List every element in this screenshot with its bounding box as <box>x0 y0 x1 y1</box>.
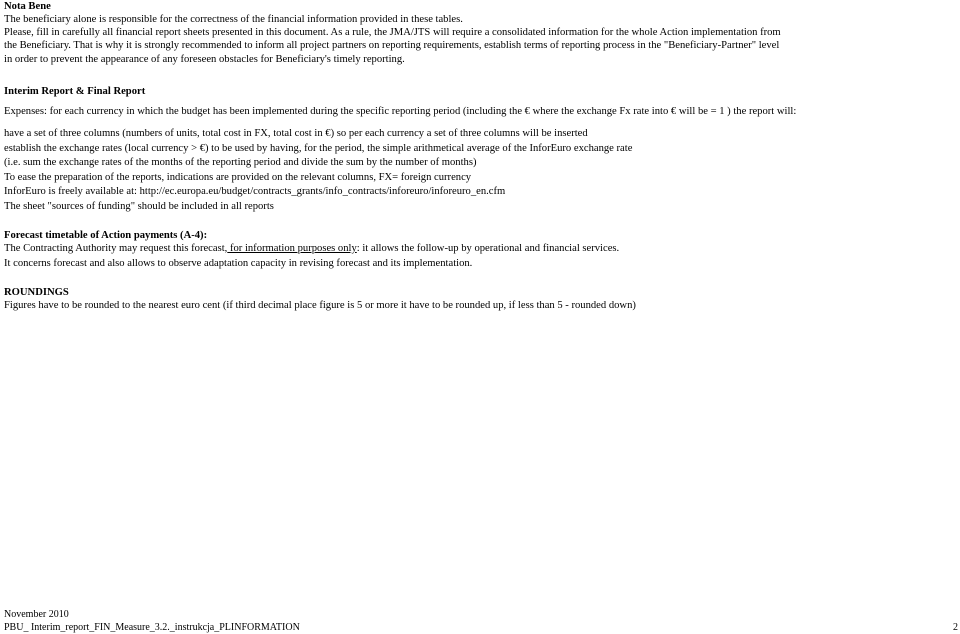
interim-expenses: Expenses: for each currency in which the budget has been implemented during the specific reporting period (including the € where the exchange Fx rate into € will be = 1 ) the report will: <box>4 106 797 117</box>
footer-filename: PBU_ Interim_report_FIN_Measure_3.2._instrukcja_PLINFORMATION <box>4 622 300 633</box>
roundings-line-1: Figures have to be rounded to the nearest euro cent (if third decimal place figure is 5 or more it have to be rounded up, if less than 5 - rounded down) <box>4 300 636 311</box>
forecast-line-2: It concerns forecast and also allows to observe adaptation capacity in revising forecast and its implementation. <box>4 258 473 269</box>
interim-line-4: To ease the preparation of the reports, indications are provided on the relevant columns, FX= foreign currency <box>4 172 472 183</box>
nota-bene-line-3: the Beneficiary. That is why it is strongly recommended to inform all project partners on reporting requirements, establish terms of reporting process in the "Beneficiary-Partner" level <box>4 40 780 51</box>
forecast-line-1-end: : it allows the follow-up by operational and financial services. <box>356 243 620 254</box>
footer-date: November 2010 <box>4 609 69 620</box>
interim-heading: Interim Report & Final Report <box>4 86 146 97</box>
interim-line-3: (i.e. sum the exchange rates of the months of the reporting period and divide the sum by the number of months) <box>4 157 477 168</box>
interim-line-2: establish the exchange rates (local currency > €) to be used by having, for the period, the simple arithmetical average of the InforEuro exchange rate <box>4 143 633 154</box>
interim-line-5: InforEuro is freely available at: http://ec.europa.eu/budget/contracts_grants/info_contracts/inforeuro/inforeuro_en.cfm <box>4 186 506 197</box>
interim-line-1: have a set of three columns (numbers of units, total cost in FX, total cost in €) so per each currency a set of three columns will be inserted <box>4 128 588 139</box>
nota-bene-heading: Nota Bene <box>4 1 51 12</box>
nota-bene-line-1: The beneficiary alone is responsible for the correctness of the financial information provided in these tables. <box>4 14 463 25</box>
forecast-line-1-start: The Contracting Authority may request this forecast, <box>4 243 228 254</box>
forecast-line-1 <box>4 242 619 255</box>
roundings-heading: ROUNDINGS <box>4 287 69 298</box>
page-number: 2 <box>953 622 958 633</box>
forecast-heading: Forecast timetable of Action payments (A-4): <box>4 230 208 241</box>
forecast-underlined-phrase: for information purposes only <box>227 243 357 254</box>
nota-bene-line-2: Please, fill in carefully all financial report sheets presented in this document. As a rule, the JMA/JTS will require a consolidated information for the whole Action implementation from <box>4 27 781 38</box>
interim-line-6: The sheet "sources of funding" should be included in all reports <box>4 201 274 212</box>
nota-bene-line-4: in order to prevent the appearance of any foreseen obstacles for Beneficiary's timely reporting. <box>4 54 405 65</box>
